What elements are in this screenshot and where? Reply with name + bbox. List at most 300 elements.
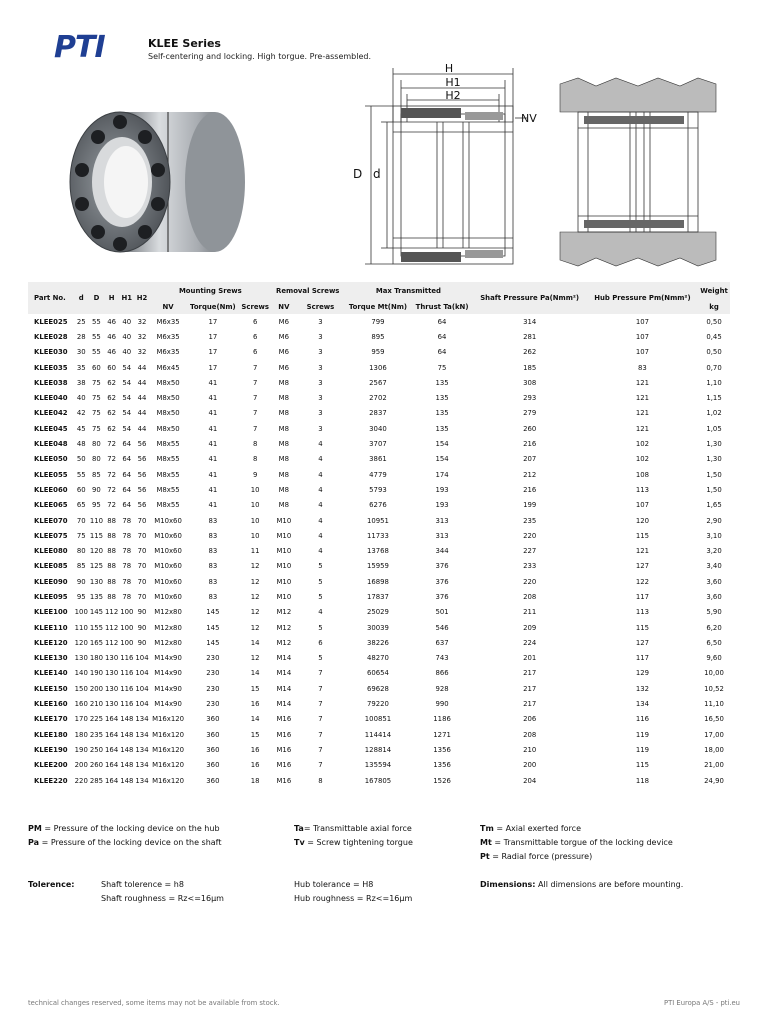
legend-col-2	[294, 822, 413, 850]
table-cell: M10	[276, 531, 292, 540]
table-cell: 7	[318, 715, 323, 724]
header-H1: H1	[121, 294, 133, 302]
table-cell: 2837	[369, 409, 387, 418]
table-cell: 110	[74, 623, 88, 632]
table-cell: 119	[635, 745, 649, 754]
table-cell: 6	[253, 317, 258, 326]
table-cell: 9	[253, 470, 258, 479]
table-cell: 32	[137, 348, 147, 357]
table-cell: 313	[435, 516, 449, 525]
header-part-no: Part No.	[34, 294, 66, 302]
label-d: d	[373, 167, 381, 181]
table-cell: 17	[208, 332, 218, 341]
table-cell: 95	[76, 592, 86, 601]
table-cell: 225	[89, 715, 104, 724]
table-cell: 5793	[369, 485, 387, 494]
table-cell: 1526	[433, 776, 451, 785]
table-cell: M8	[278, 409, 290, 418]
table-cell: 70	[76, 516, 86, 525]
header-hub-pressure: Hub Pressure Pm(Nmm²)	[594, 294, 691, 302]
table-cell: 360	[206, 745, 220, 754]
table-cell: 44	[137, 424, 147, 433]
table-cell: 75	[92, 394, 101, 403]
table-cell: 78	[122, 516, 132, 525]
table-row	[28, 681, 730, 696]
table-cell: 54	[122, 363, 132, 372]
table-cell: 56	[137, 501, 147, 510]
table-body	[28, 314, 730, 788]
table-cell: M8x55	[156, 470, 180, 479]
table-cell: 55	[92, 348, 101, 357]
table-cell: 70	[137, 562, 147, 571]
header-removal-nv: NV	[278, 302, 290, 311]
table-cell: 24,90	[704, 776, 724, 785]
table-cell: 148	[120, 715, 134, 724]
table-cell: 88	[107, 577, 117, 586]
table-cell: 209	[523, 623, 537, 632]
table-cell: 167805	[364, 776, 392, 785]
table-cell: 154	[435, 455, 449, 464]
table-cell: 13768	[366, 547, 389, 556]
table-cell: M8	[278, 501, 290, 510]
table-cell: 64	[122, 501, 132, 510]
table-cell: 10,52	[704, 684, 724, 693]
table-cell: 41	[208, 424, 218, 433]
table-cell: 1,50	[706, 485, 722, 494]
table-row	[28, 559, 730, 574]
table-cell: 1356	[433, 761, 451, 770]
table-cell: 104	[135, 700, 149, 709]
table-cell: 121	[635, 547, 649, 556]
table-cell: 217	[523, 669, 537, 678]
shaft-tolerance	[101, 878, 224, 906]
table-cell: 121	[635, 424, 649, 433]
table-cell: 70	[137, 577, 147, 586]
table-cell: 80	[76, 547, 86, 556]
table-cell: 41	[208, 394, 218, 403]
table-cell: 148	[120, 761, 134, 770]
table-cell: 46	[107, 332, 117, 341]
table-cell: 85	[92, 470, 101, 479]
table-cell: 134	[135, 745, 149, 754]
table-cell: 5	[318, 592, 323, 601]
table-cell: 40	[122, 332, 132, 341]
table-cell: 235	[523, 516, 537, 525]
part-number-cell: KLEE120	[34, 638, 68, 647]
table-cell: 85	[76, 562, 86, 571]
table-cell: 28	[76, 332, 86, 341]
table-cell: M10x60	[154, 531, 182, 540]
part-number-cell: KLEE040	[34, 394, 68, 403]
table-cell: 1,15	[706, 394, 722, 403]
table-cell: 78	[122, 547, 132, 556]
table-cell: 7	[253, 378, 258, 387]
table-cell: 117	[635, 654, 649, 663]
table-cell: 212	[523, 470, 537, 479]
table-cell: M12x80	[154, 608, 182, 617]
table-cell: 210	[523, 745, 537, 754]
table-cell: 0,45	[706, 332, 722, 341]
table-cell: 75	[76, 531, 86, 540]
table-row	[28, 727, 730, 742]
table-cell: M8	[278, 485, 290, 494]
table-cell: 743	[435, 654, 449, 663]
table-cell: M14	[276, 684, 292, 693]
table-cell: 376	[435, 592, 449, 601]
table-row	[28, 482, 730, 497]
table-cell: 210	[89, 700, 104, 709]
table-cell: 44	[137, 394, 147, 403]
table-cell: 25	[76, 317, 86, 326]
table-cell: 121	[635, 409, 649, 418]
table-cell: 8	[253, 455, 258, 464]
table-cell: 217	[523, 684, 537, 693]
table-cell: 895	[371, 332, 385, 341]
part-number-cell: KLEE038	[34, 378, 68, 387]
table-cell: 56	[137, 485, 147, 494]
table-cell: 107	[635, 317, 649, 326]
table-cell: 78	[122, 592, 132, 601]
table-cell: 128814	[364, 745, 392, 754]
table-cell: 46	[107, 317, 117, 326]
table-cell: M8x55	[156, 485, 180, 494]
table-cell: 262	[523, 348, 537, 357]
table-cell: 220	[523, 531, 537, 540]
table-cell: 18,00	[704, 745, 724, 754]
label-NV: NV	[521, 112, 537, 125]
table-cell: 281	[523, 332, 537, 341]
table-cell: 32	[137, 332, 147, 341]
table-cell: 4	[318, 516, 323, 525]
table-cell: 1186	[433, 715, 451, 724]
table-cell: 220	[523, 577, 537, 586]
table-row	[28, 406, 730, 421]
table-cell: M14	[276, 700, 292, 709]
table-cell: 55	[76, 470, 86, 479]
part-number-cell: KLEE110	[34, 623, 68, 632]
table-cell: 121	[635, 378, 649, 387]
legend-col-3	[480, 822, 673, 864]
dimension-diagram	[345, 62, 545, 270]
table-cell: 3	[318, 394, 323, 403]
table-cell: 75	[92, 378, 101, 387]
table-cell: 3,10	[706, 531, 722, 540]
table-cell: 95	[92, 501, 101, 510]
table-cell: 130	[74, 654, 88, 663]
part-number-cell: KLEE070	[34, 516, 68, 525]
table-cell: 227	[523, 547, 537, 556]
table-cell: 90	[76, 577, 86, 586]
table-cell: M10x60	[154, 562, 182, 571]
table-cell: 72	[107, 501, 117, 510]
table-cell: 116	[635, 715, 649, 724]
table-cell: 12	[250, 608, 260, 617]
page-title: KLEE Series	[148, 37, 221, 50]
table-row	[28, 543, 730, 558]
header-H: H	[108, 294, 115, 302]
table-cell: M16	[276, 730, 292, 739]
table-cell: 120	[74, 638, 88, 647]
table-row	[28, 620, 730, 635]
legend-item: Pt = Radial force (pressure)	[480, 852, 593, 861]
table-cell: 55	[92, 332, 101, 341]
shaft-roughness-value: Shaft roughness = Rz<=16µm	[101, 894, 224, 903]
table-cell: 233	[523, 562, 537, 571]
table-cell: 135	[89, 592, 104, 601]
table-cell: 115	[89, 531, 104, 540]
table-cell: 17	[208, 348, 218, 357]
table-cell: 102	[635, 440, 649, 449]
table-cell: 75	[437, 363, 447, 372]
table-cell: 135	[435, 424, 449, 433]
table-cell: 145	[206, 638, 220, 647]
table-cell: 224	[523, 638, 537, 647]
table-cell: 145	[206, 623, 220, 632]
table-cell: M16x120	[152, 745, 185, 754]
table-cell: 2567	[369, 378, 387, 387]
table-cell: 637	[435, 638, 449, 647]
table-cell: 1306	[369, 363, 387, 372]
table-cell: 44	[137, 409, 147, 418]
table-cell: 9,60	[706, 654, 722, 663]
table-cell: 4	[318, 440, 323, 449]
table-cell: 88	[107, 547, 117, 556]
table-cell: 25029	[366, 608, 389, 617]
table-row	[28, 452, 730, 467]
table-cell: 110	[89, 516, 104, 525]
header-shaft-pressure: Shaft Pressure Pa(Nmm²)	[480, 294, 580, 302]
table-cell: 10	[250, 531, 260, 540]
table-cell: 107	[635, 501, 649, 510]
table-cell: 360	[206, 730, 220, 739]
table-cell: 200	[74, 761, 88, 770]
table-cell: M10x60	[154, 592, 182, 601]
table-cell: 80	[92, 440, 101, 449]
table-cell: 41	[208, 485, 218, 494]
table-cell: 3	[318, 409, 323, 418]
table-cell: 113	[635, 608, 649, 617]
table-cell: 12	[250, 577, 260, 586]
table-cell: 41	[208, 470, 218, 479]
table-cell: 220	[74, 776, 88, 785]
table-cell: 100	[120, 608, 134, 617]
header-mounting-screws: Mounting Srews	[178, 286, 242, 295]
table-cell: M8x50	[156, 424, 180, 433]
table-cell: 200	[523, 761, 537, 770]
table-cell: 62	[107, 424, 117, 433]
table-cell: 64	[437, 317, 447, 326]
table-cell: M6x35	[156, 348, 180, 357]
table-cell: 11	[250, 547, 260, 556]
table-cell: 164	[105, 745, 119, 754]
table-cell: 7	[253, 394, 258, 403]
table-cell: 90	[137, 608, 147, 617]
part-number-cell: KLEE025	[34, 317, 68, 326]
table-cell: 40	[76, 394, 86, 403]
table-cell: 83	[208, 592, 218, 601]
table-cell: M8	[278, 455, 290, 464]
table-cell: 44	[137, 363, 147, 372]
table-cell: 117	[635, 592, 649, 601]
table-header-row	[28, 282, 730, 299]
table-cell: 120	[89, 547, 104, 556]
part-number-cell: KLEE220	[34, 776, 68, 785]
table-cell: 150	[74, 684, 88, 693]
table-cell: 155	[89, 623, 104, 632]
table-cell: 16	[250, 761, 260, 770]
table-cell: 148	[120, 730, 134, 739]
table-cell: 7	[318, 745, 323, 754]
table-cell: 6276	[369, 501, 387, 510]
table-cell: 134	[135, 761, 149, 770]
legend-item: Mt = Transmittable torgue of the locking device	[480, 838, 673, 847]
table-cell: 1,02	[706, 409, 722, 418]
table-cell: 250	[89, 745, 104, 754]
table-cell: 10,00	[704, 669, 724, 678]
table-cell: 72	[107, 455, 117, 464]
part-number-cell: KLEE200	[34, 761, 68, 770]
table-cell: 148	[120, 745, 134, 754]
table-cell: M8x50	[156, 409, 180, 418]
table-cell: 130	[105, 700, 119, 709]
table-cell: 0,70	[706, 363, 722, 372]
hub-tolerance	[294, 878, 412, 906]
table-row	[28, 742, 730, 757]
table-cell: 120	[635, 516, 649, 525]
table-cell: 15959	[366, 562, 389, 571]
table-cell: 1271	[433, 730, 451, 739]
table-cell: 216	[523, 440, 537, 449]
table-cell: 160	[74, 700, 88, 709]
table-cell: 7	[318, 684, 323, 693]
part-number-cell: KLEE075	[34, 531, 68, 540]
part-number-cell: KLEE095	[34, 592, 68, 601]
table-cell: 14	[250, 669, 260, 678]
pti-logo: PTI	[54, 30, 105, 65]
table-row	[28, 574, 730, 589]
table-row	[28, 329, 730, 344]
table-cell: 360	[206, 761, 220, 770]
table-cell: 11,10	[704, 700, 724, 709]
table-cell: 41	[208, 501, 218, 510]
table-cell: 1,10	[706, 378, 722, 387]
legend-item: Ta= Transmittable axial force	[294, 824, 412, 833]
table-row	[28, 498, 730, 513]
table-cell: 208	[523, 730, 537, 739]
table-cell: 41	[208, 440, 218, 449]
table-cell: 16,50	[704, 715, 724, 724]
table-cell: 125	[89, 562, 104, 571]
table-cell: 116	[120, 684, 134, 693]
table-cell: 88	[107, 562, 117, 571]
table-cell: 5	[318, 562, 323, 571]
table-cell: M14x90	[154, 684, 182, 693]
page-subtitle: Self-centering and locking. High torgue. Pre-assembled.	[148, 52, 372, 61]
header-weight-unit: kg	[709, 302, 719, 311]
table-cell: 866	[435, 669, 449, 678]
part-number-cell: KLEE190	[34, 745, 68, 754]
table-cell: 7	[318, 700, 323, 709]
table-cell: 107	[635, 348, 649, 357]
table-cell: 8	[318, 776, 323, 785]
table-cell: 3	[318, 363, 323, 372]
table-cell: 90	[137, 623, 147, 632]
table-cell: 62	[107, 378, 117, 387]
table-cell: 260	[89, 761, 104, 770]
hub-roughness-value: Hub roughness = Rz<=16µm	[294, 894, 413, 903]
table-cell: 56	[137, 470, 147, 479]
table-cell: 78	[122, 562, 132, 571]
table-cell: 5	[318, 654, 323, 663]
table-cell: M12	[276, 638, 292, 647]
table-cell: 116	[120, 654, 134, 663]
table-row	[28, 605, 730, 620]
header-removal-screws-count: Screws	[306, 302, 335, 311]
table-cell: 134	[135, 730, 149, 739]
table-cell: 54	[122, 409, 132, 418]
table-cell: 10	[250, 516, 260, 525]
table-cell: 55	[92, 317, 101, 326]
table-cell: M6	[278, 332, 290, 341]
table-cell: 3	[318, 317, 323, 326]
table-row	[28, 528, 730, 543]
table-cell: 260	[523, 424, 537, 433]
table-cell: 70	[137, 516, 147, 525]
table-cell: 54	[122, 424, 132, 433]
table-cell: 285	[89, 776, 104, 785]
table-cell: 41	[208, 455, 218, 464]
table-cell: 199	[523, 501, 537, 510]
table-cell: M16	[276, 776, 292, 785]
table-cell: 18	[250, 776, 260, 785]
header-removal-screws: Removal Screws	[276, 286, 340, 295]
table-cell: 7	[253, 363, 258, 372]
table-row	[28, 513, 730, 528]
table-cell: 3,60	[706, 592, 722, 601]
part-number-cell: KLEE065	[34, 501, 68, 510]
table-cell: 42	[76, 409, 86, 418]
table-cell: 279	[523, 409, 537, 418]
table-cell: 6	[253, 348, 258, 357]
table-cell: 16	[250, 745, 260, 754]
table-cell: M8	[278, 394, 290, 403]
header-D: D	[93, 294, 100, 302]
table-cell: M6x35	[156, 317, 180, 326]
table-cell: M14	[276, 654, 292, 663]
table-cell: 4	[318, 608, 323, 617]
table-cell: M6	[278, 317, 290, 326]
table-cell: 12	[250, 654, 260, 663]
table-cell: 1,50	[706, 470, 722, 479]
table-cell: 83	[208, 531, 218, 540]
table-cell: M16x120	[152, 776, 185, 785]
table-cell: 164	[105, 776, 119, 785]
table-cell: 83	[208, 516, 218, 525]
table-cell: 64	[122, 470, 132, 479]
table-cell: 119	[635, 730, 649, 739]
table-cell: 235	[89, 730, 104, 739]
table-cell: 69628	[366, 684, 389, 693]
table-cell: 112	[105, 608, 119, 617]
table-cell: 14	[250, 638, 260, 647]
legend-item: Tm = Axial exerted force	[480, 824, 581, 833]
table-cell: 118	[635, 776, 649, 785]
table-cell: M8x50	[156, 378, 180, 387]
table-cell: 216	[523, 485, 537, 494]
table-cell: M10x60	[154, 577, 182, 586]
table-cell: 116	[120, 700, 134, 709]
part-number-cell: KLEE100	[34, 608, 68, 617]
